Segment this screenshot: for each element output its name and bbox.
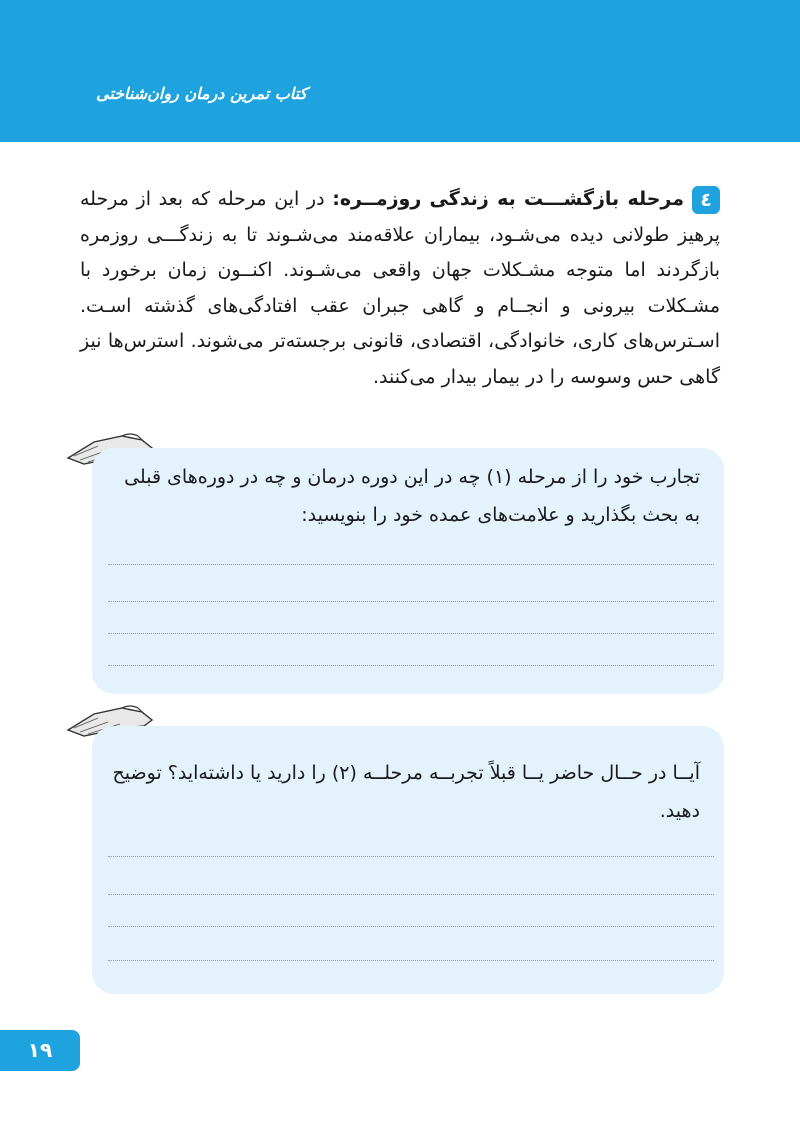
page-header (0, 0, 800, 142)
answer-line[interactable] (108, 894, 714, 895)
exercise-1-prompt: تجارب خود را از مرحله (۱) چه در این دوره درمان و چه در دوره‌های قبلی به بحث بگذارید و علامت‌های عمده خود را بنویسید: (124, 466, 700, 526)
page-number: ۱۹ (0, 1030, 80, 1071)
section-paragraph (80, 182, 720, 395)
answer-line[interactable] (108, 601, 714, 602)
section-body: در این مرحله که بعد از مرحله پرهیز طولانی دیده می‌شـود، بیماران علاقه‌مند می‌شـوند تا به زندگـــی روزمره بازگردند اما متوجه مشـکلات جهان واقعی می‌شـوند. اکنــون زمان برخورد با مشـکلات بیرونی و انجــام و گاهی جبران عقب افتادگی‌های گذشته اسـت. اسـترس‌های کاری، خانوادگی، اقتصادی، قانونی برجسته‌تر می‌شوند. استرس‌ها نیز گاهی حس وسوسه را در بیمار بیدار می‌کنند. (80, 188, 720, 388)
exercise-2-prompt: آیــا در حــال حاضر یــا قبلاً تجربــه مرحلــه (۲) را دارید یا داشته‌اید؟ توضیح دهید. (112, 762, 700, 822)
exercise-box-1 (92, 448, 724, 694)
answer-line[interactable] (108, 926, 714, 927)
section-heading: مرحله بازگشـــت به زندگی روزمــره: (332, 188, 684, 210)
answer-line[interactable] (108, 856, 714, 857)
exercise-box-2 (92, 726, 724, 994)
section-number-badge: ٤ (692, 186, 720, 214)
book-title: کتاب تمرین درمان روان‌شناختی (96, 84, 308, 103)
answer-line[interactable] (108, 633, 714, 634)
answer-line[interactable] (108, 564, 714, 565)
answer-line[interactable] (108, 960, 714, 961)
answer-line[interactable] (108, 665, 714, 666)
